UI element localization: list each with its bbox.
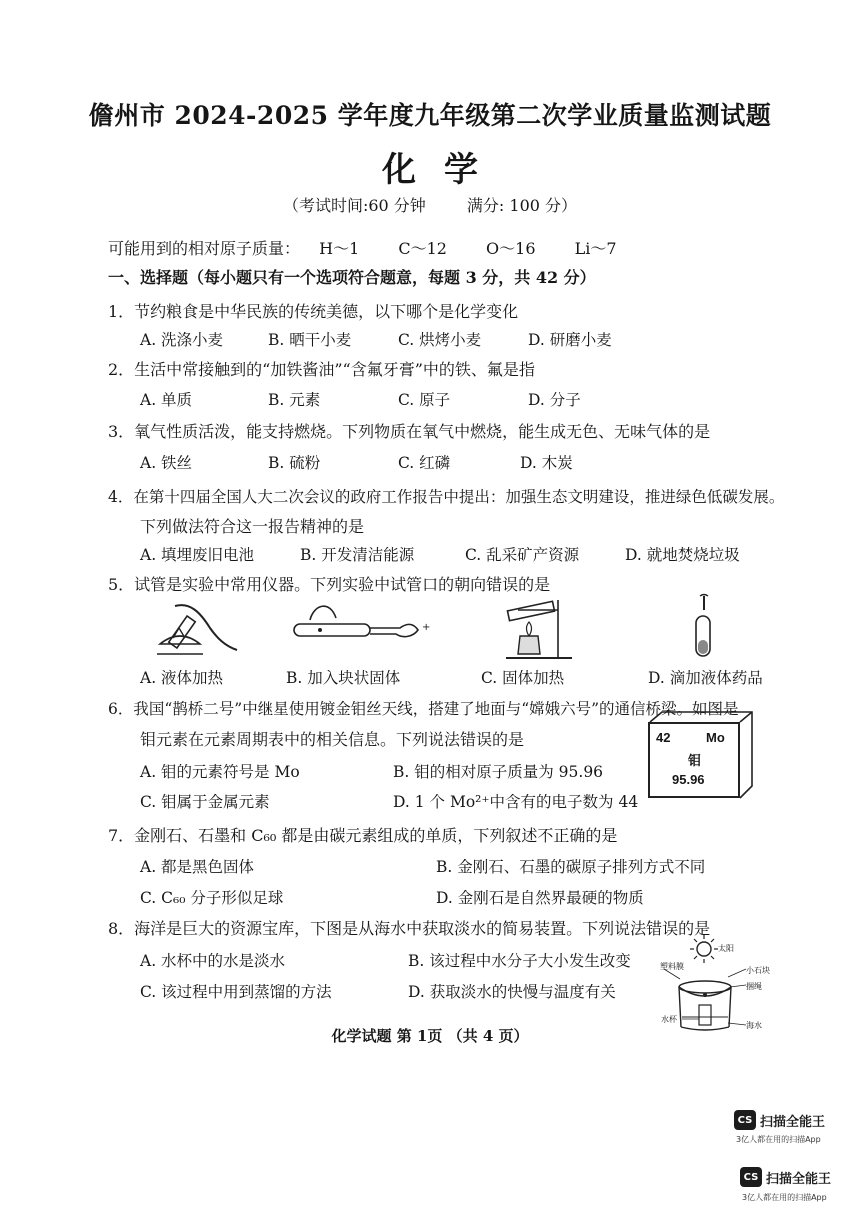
q8-option-a: A. 水杯中的水是淡水 (140, 952, 286, 970)
scanner-watermark-1 (734, 1110, 825, 1130)
question-4-stem: 4．在第十四届全国人大二次会议的政府工作报告中提出：加强生态文明建设，推进绿色低碳发展。 (108, 488, 785, 506)
q5-option-c: C. 固体加热 (481, 669, 565, 687)
atomic-mass-item: O～16 (486, 239, 536, 258)
q5-option-a: A. 液体加热 (140, 669, 224, 687)
liquid-heating-figure (155, 598, 245, 660)
question-4-stem-cont: 下列做法符合这一报告精神的是 (140, 517, 365, 536)
q1-option-b: B. 晒干小麦 (268, 331, 352, 349)
scanner-watermark-2 (740, 1167, 831, 1187)
question-1-stem: 1．节约粮食是中华民族的传统美德，以下哪个是化学变化 (108, 302, 519, 321)
atomic-mass-item: Li～7 (574, 239, 617, 258)
cs-brand: 扫描全能王 (766, 1171, 832, 1187)
q6-option-d: D. 1 个 Mo²⁺中含有的电子数为 44 (393, 793, 639, 811)
q8-option-b: B. 该过程中水分子大小发生改变 (408, 952, 631, 970)
q2-option-a: A. 单质 (140, 391, 193, 409)
question-6-stem: 6．我国“鹊桥二号”中继星使用镀金钼丝天线，搭建了地面与“嫦娥六号”的通信桥梁。如图是 (108, 700, 739, 718)
exam-time: （考试时间:60 分钟 (282, 196, 426, 215)
q7-option-d: D. 金刚石是自然界最硬的物质 (436, 889, 644, 907)
cs-logo-icon: CS (734, 1110, 756, 1130)
element-card (648, 722, 740, 798)
section-heading: 一、选择题（每小题只有一个选项符合题意，每题 3 分，共 42 分） (108, 268, 596, 287)
q7-option-b: B. 金刚石、石墨的碳原子排列方式不同 (436, 858, 706, 876)
cs-tagline: 3亿人都在用的扫描App (736, 1135, 821, 1144)
element-name: 钼 (688, 753, 702, 768)
exam-title: 儋州市 2024-2025 学年度九年级第二次学业质量监测试题 (88, 101, 772, 130)
question-2-stem: 2．生活中常接触到的“加铁酱油”“含氟牙膏”中的铁、氟是指 (108, 360, 535, 379)
element-mass: 95.96 (672, 772, 705, 787)
question-3-stem: 3．氧气性质活泼，能支持燃烧。下列物质在氧气中燃烧，能生成无色、无味气体的是 (108, 422, 711, 441)
atomic-masses (108, 236, 617, 259)
q5-option-d: D. 滴加液体药品 (648, 669, 763, 687)
q1-option-a: A. 洗涤小麦 (140, 331, 224, 349)
label-rope: 捆绳 (746, 982, 762, 991)
q7-option-c: C. C₆₀ 分子形似足球 (140, 889, 284, 907)
exam-score: 满分: 100 分） (466, 196, 578, 215)
label-stone: 小石块 (746, 966, 770, 975)
drop-liquid-figure (690, 594, 730, 660)
q8-option-d: D. 获取淡水的快慢与温度有关 (408, 983, 616, 1001)
atomic-mass-item: C～12 (398, 239, 447, 258)
question-5-stem: 5．试管是实验中常用仪器。下列实验中试管口的朝向错误的是 (108, 575, 551, 594)
q6-option-c: C. 钼属于金属元素 (140, 793, 270, 811)
solid-heating-figure (498, 596, 578, 662)
q2-option-b: B. 元素 (268, 391, 321, 409)
svg-text:+: + (422, 622, 431, 633)
cs-logo-icon: CS (740, 1167, 762, 1187)
subject-title: 化学 (382, 150, 506, 190)
q6-option-a: A. 钼的元素符号是 Mo (140, 763, 300, 781)
q5-option-b: B. 加入块状固体 (286, 669, 401, 687)
element-number: 42 (656, 730, 671, 745)
element-symbol: Mo (706, 730, 725, 745)
label-sun: 太阳 (718, 944, 734, 953)
q1-option-c: C. 烘烤小麦 (398, 331, 482, 349)
q6-option-b: B. 钼的相对原子质量为 95.96 (393, 763, 604, 781)
atomic-masses-label: 可能用到的相对原子质量： (108, 239, 301, 258)
question-6-stem-cont: 钼元素在元素周期表中的相关信息。下列说法错误的是 (140, 730, 525, 749)
q1-option-d: D. 研磨小麦 (528, 331, 612, 349)
q2-option-d: D. 分子 (528, 391, 581, 409)
question-7-stem: 7．金刚石、石墨和 C₆₀ 都是由碳元素组成的单质，下列叙述不正确的是 (108, 826, 618, 845)
cs-brand: 扫描全能王 (760, 1114, 826, 1130)
q4-option-d: D. 就地焚烧垃圾 (625, 546, 740, 564)
q4-option-a: A. 填埋废旧电池 (140, 546, 255, 564)
q3-option-d: D. 木炭 (520, 454, 573, 472)
add-solid-figure (290, 598, 430, 650)
exam-meta (0, 193, 860, 216)
label-film: 塑料膜 (660, 962, 684, 971)
q2-option-c: C. 原子 (398, 391, 451, 409)
label-seawater: 海水 (746, 1021, 762, 1030)
q4-option-b: B. 开发清洁能源 (300, 546, 415, 564)
q8-option-c: C. 该过程中用到蒸馏的方法 (140, 983, 332, 1001)
atomic-mass-item: H～1 (319, 239, 360, 258)
q7-option-a: A. 都是黑色固体 (140, 858, 255, 876)
page-footer: 化学试题 第 1页 （共 4 页） (331, 1027, 529, 1045)
q4-option-c: C. 乱采矿产资源 (465, 546, 580, 564)
q3-option-c: C. 红磷 (398, 454, 451, 472)
q3-option-b: B. 硫粉 (268, 454, 321, 472)
q3-option-a: A. 铁丝 (140, 454, 193, 472)
question-8-stem: 8．海洋是巨大的资源宝库，下图是从海水中获取淡水的简易装置。下列说法错误的是 (108, 919, 711, 938)
cs-tagline: 3亿人都在用的扫描App (742, 1193, 827, 1202)
label-cup: 水杯 (661, 1015, 677, 1024)
